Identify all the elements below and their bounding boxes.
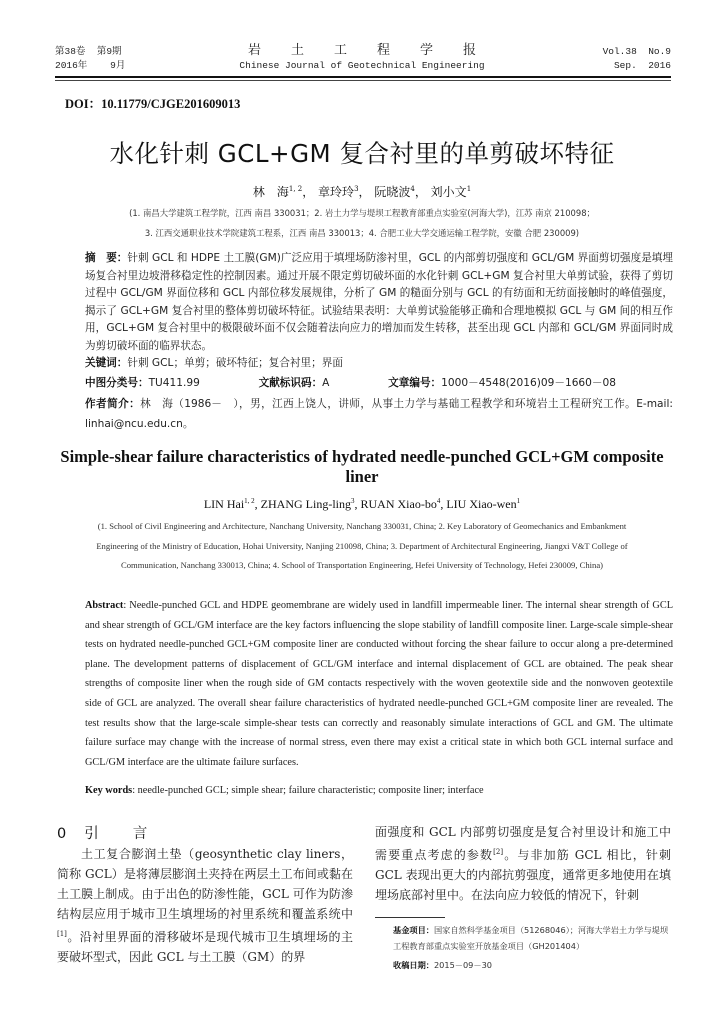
- keywords-en: [85, 785, 484, 796]
- author-en: LIN Hai: [203, 497, 245, 511]
- funding-label: 基金项目：: [393, 925, 434, 935]
- keywords-cn-label: 关键词：: [85, 357, 128, 369]
- affiliation-cn-line: (1. 南昌大学建筑工程学院，江西 南昌 330031；2. 岩土力学与堤坝工程教育部重点实验室(河海大学)，江苏 南京 210098；: [129, 208, 595, 218]
- month-cn: 9月: [110, 60, 126, 71]
- abstract-cn-text: 针刺 GCL 和 HDPE 土工膜(GM)广泛应用于填埋场防渗衬里，GCL 的内部剪切强度和 GCL/GM 界面剪切强度是填埋场复合衬里边坡滑移稳定性的控制因素。通过开展不限定剪切破坏面的水化针刺 GCL+GM 复合衬里大单剪试验，获得了剪切过程中 GCL/GM 界面位移和 GCL 内部位移发展规律，分析了 GM 的糙面分别与 GCL 的有纺面和无纺面接触时的峰值强度，揭示了 GCL+GM 复合衬里的整体剪切破坏特征。试验结果表明：大单剪试验能够正确和合理地模拟 GCL 与 GM 间的相互作用，GCL+GM 复合衬里中的极限破坏面不仅会随着法向应力的增加而发生转移，甚至出现 GCL 内部和 GCL/GM 界面同时成为剪切破坏面的临界状态。: [85, 252, 674, 352]
- keywords-en-text: : needle-punched GCL; simple shear; failure characteristic; composite liner; interface: [132, 785, 484, 796]
- article-no-label: 文章编号：: [388, 377, 442, 389]
- author-sup: 1, 2: [288, 185, 303, 193]
- section-number: 0: [57, 826, 67, 842]
- running-header-right: [603, 45, 671, 73]
- received-date: 2015－09－30: [433, 960, 493, 970]
- clc-value: TU411.99: [148, 377, 200, 389]
- keywords-cn-text: 针刺 GCL；单剪；破坏特征；复合衬里；界面: [127, 357, 343, 369]
- author-sup: 4: [410, 185, 415, 193]
- header-rule-thick: [55, 76, 671, 78]
- abstract-cn-label: 摘 要：: [85, 252, 128, 264]
- header-rule-thin: [55, 80, 671, 81]
- article-no-value: 1000－4548(2016)09－1660－08: [441, 377, 616, 389]
- section-heading: [57, 822, 181, 843]
- issue-cn: 第9期: [96, 46, 122, 57]
- classification-row: [85, 375, 616, 390]
- author-en: ZHANG Ling-ling: [260, 497, 351, 511]
- author-sup: 4: [436, 497, 441, 505]
- author-sup: 1: [466, 185, 472, 193]
- abstract-cn: [85, 250, 673, 355]
- year-en: 2016: [648, 60, 671, 71]
- affiliation-cn-line: 3. 江西交通职业技术学院建筑工程系，江西 南昌 330013；4. 合肥工业大学交通运输工程学院，安徽 合肥 230009): [144, 228, 580, 238]
- author-en: LIU Xiao-wen: [446, 497, 517, 511]
- author-cn: 林 海: [252, 185, 289, 199]
- issue-en: No.9: [648, 46, 671, 57]
- author-sup: 3: [354, 185, 359, 193]
- doc-code-value: A: [322, 377, 330, 389]
- body-column-right: [375, 822, 671, 905]
- month-en: Sep.: [613, 60, 637, 71]
- section-title: 引言: [84, 826, 182, 842]
- journal-title-cn: 岩土工程学报: [247, 43, 506, 58]
- doi[interactable]: DOI：10.11779/CJGE201609013: [65, 97, 241, 111]
- paragraph-text: 。沿衬里界面的滑移破坏是现代城市卫生填埋场的主要破坏型式，因此 GCL 与土工膜（GM）的界: [57, 930, 353, 964]
- year-cn: 2016年: [55, 60, 88, 71]
- citation-ref[interactable]: [1]: [57, 930, 67, 938]
- volume-cn: 第38卷: [55, 46, 86, 57]
- paragraph-text: 。与非加筋 GCL 相比，针刺 GCL 表现出更大的内部抗剪强度，通常更多地使用在填埋场底部衬里中。在法向应力较低的情况下，针刺: [375, 848, 671, 902]
- paragraph-text: 面强度和 GCL 内部剪切强度是复合衬里设计和施工中需要重点考虑的参数: [375, 825, 671, 862]
- author-bio: [85, 394, 673, 434]
- keywords-en-label: Key words: [85, 785, 133, 796]
- funding-text: 国家自然科学基金项目（51268046）；河海大学岩土力学与堤坝工程教育部重点实验室开放基金项目（GH201404）: [393, 925, 669, 951]
- clc-label: 中图分类号：: [85, 377, 149, 389]
- volume-en: Vol.38: [602, 46, 637, 57]
- citation-ref[interactable]: [2]: [493, 848, 504, 856]
- author-cn: 阮晓波: [374, 185, 411, 199]
- body-column-left: [57, 844, 353, 967]
- author-sup: 1: [516, 497, 521, 505]
- title-en: Simple-shear failure characteristics of hydrated needle-punched GCL+GM composite liner: [60, 447, 664, 486]
- paragraph-text: 土工复合膨润土垫（geosynthetic clay liners，简称 GCL）是将薄层膨润土夹持在两层土工布间或黏在土工膜上制成。由于出色的防渗性能，GCL 可作为防渗结构层应用于城市卫生填埋场的衬里系统和覆盖系统中: [57, 847, 353, 921]
- author-cn: 章玲玲: [318, 185, 355, 199]
- authors-en: LIN Hai$^{1, 2}$, ZHANG Ling-ling$^3$, RUAN Xiao-$bo^4$, LIU Xiao-wen$^1$: [203, 497, 521, 511]
- author-en: RUAN Xiao-bo: [360, 497, 437, 511]
- footnote-funding: [393, 922, 673, 954]
- keywords-cn: [85, 355, 343, 370]
- author-sup: 1, 2: [244, 497, 255, 505]
- journal-title-en: Chinese Journal of Geotechnical Engineering: [239, 60, 485, 71]
- footnote-divider: [375, 917, 445, 918]
- doc-code-label: 文献标识码：: [258, 377, 323, 389]
- received-label: 收稿日期：: [393, 960, 434, 970]
- footnote-received: [393, 957, 673, 973]
- author-bio-text: 林 海（1986－ ），男，江西上饶人，讲师，从事土力学与基础工程教学和环境岩土工程研究工作。E-mail: linhai@ncu.edu.cn。: [85, 398, 673, 430]
- author-sup: 3: [351, 497, 355, 505]
- author-cn: 刘小文: [430, 185, 467, 199]
- affiliations-en: (1. School of Civil Engineering and Architecture, Nanchang University, Nanchang 330031, China; 2. Key Laboratory of Geomechanics and Embankment Engineering of the Ministry of Education, Hohai University, Nanjing 210098, China; 3. Department of Architectural Engineering, Jiangxi V&T College of Communication, Nanchang 330013, China; 4. School of Transportation Engineering, Hefei University of Technology, Hefei 230009, China): [96, 521, 628, 571]
- authors-cn: 林 海$^{1, 2}$， 章玲玲$^3$， 阮晓波$^4$， 刘小文$^1$: [252, 185, 472, 199]
- abstract-en-label: Abstract: [85, 600, 124, 611]
- title-cn: 水化针刺 GCL+GM 复合衬里的单剪破坏特征: [109, 139, 615, 168]
- abstract-en: [85, 596, 673, 772]
- abstract-en-text: : Needle-punched GCL and HDPE geomembrane are widely used in landfill impermeable liner. The internal shear strength of GCL and shear strength of GCL/GM interface are the key factors influencing the slope stability of landfill composite liner. Large-scale simple-shear tests on hydrated needle-punched GCL+GM composite liner are conducted without forcing the shear failure to occur along a pre-determined plane. The development patterns of displacement of GCL/GM interface and internal displacement of GCL are obtained. The peak shear strengths of composite liner when the rough side of GM contacts respectively with the woven geotextile side and the nonwoven geotextile side of GCL are analyzed. The overall shear failure characteristics of hydrated needle-punched GCL+GM composite liner are revealed. The test results show that the large-scale simple-shear tests can correctly and reasonably simulate interactions of GCL and GM. The ultimate failure surface may change with the increase of normal stress, even there may exist a critical state in which both GCL internal surface and GCL/GM interface are the ultimate failure surfaces.: [85, 600, 673, 768]
- author-bio-label: 作者简介：: [85, 398, 141, 410]
